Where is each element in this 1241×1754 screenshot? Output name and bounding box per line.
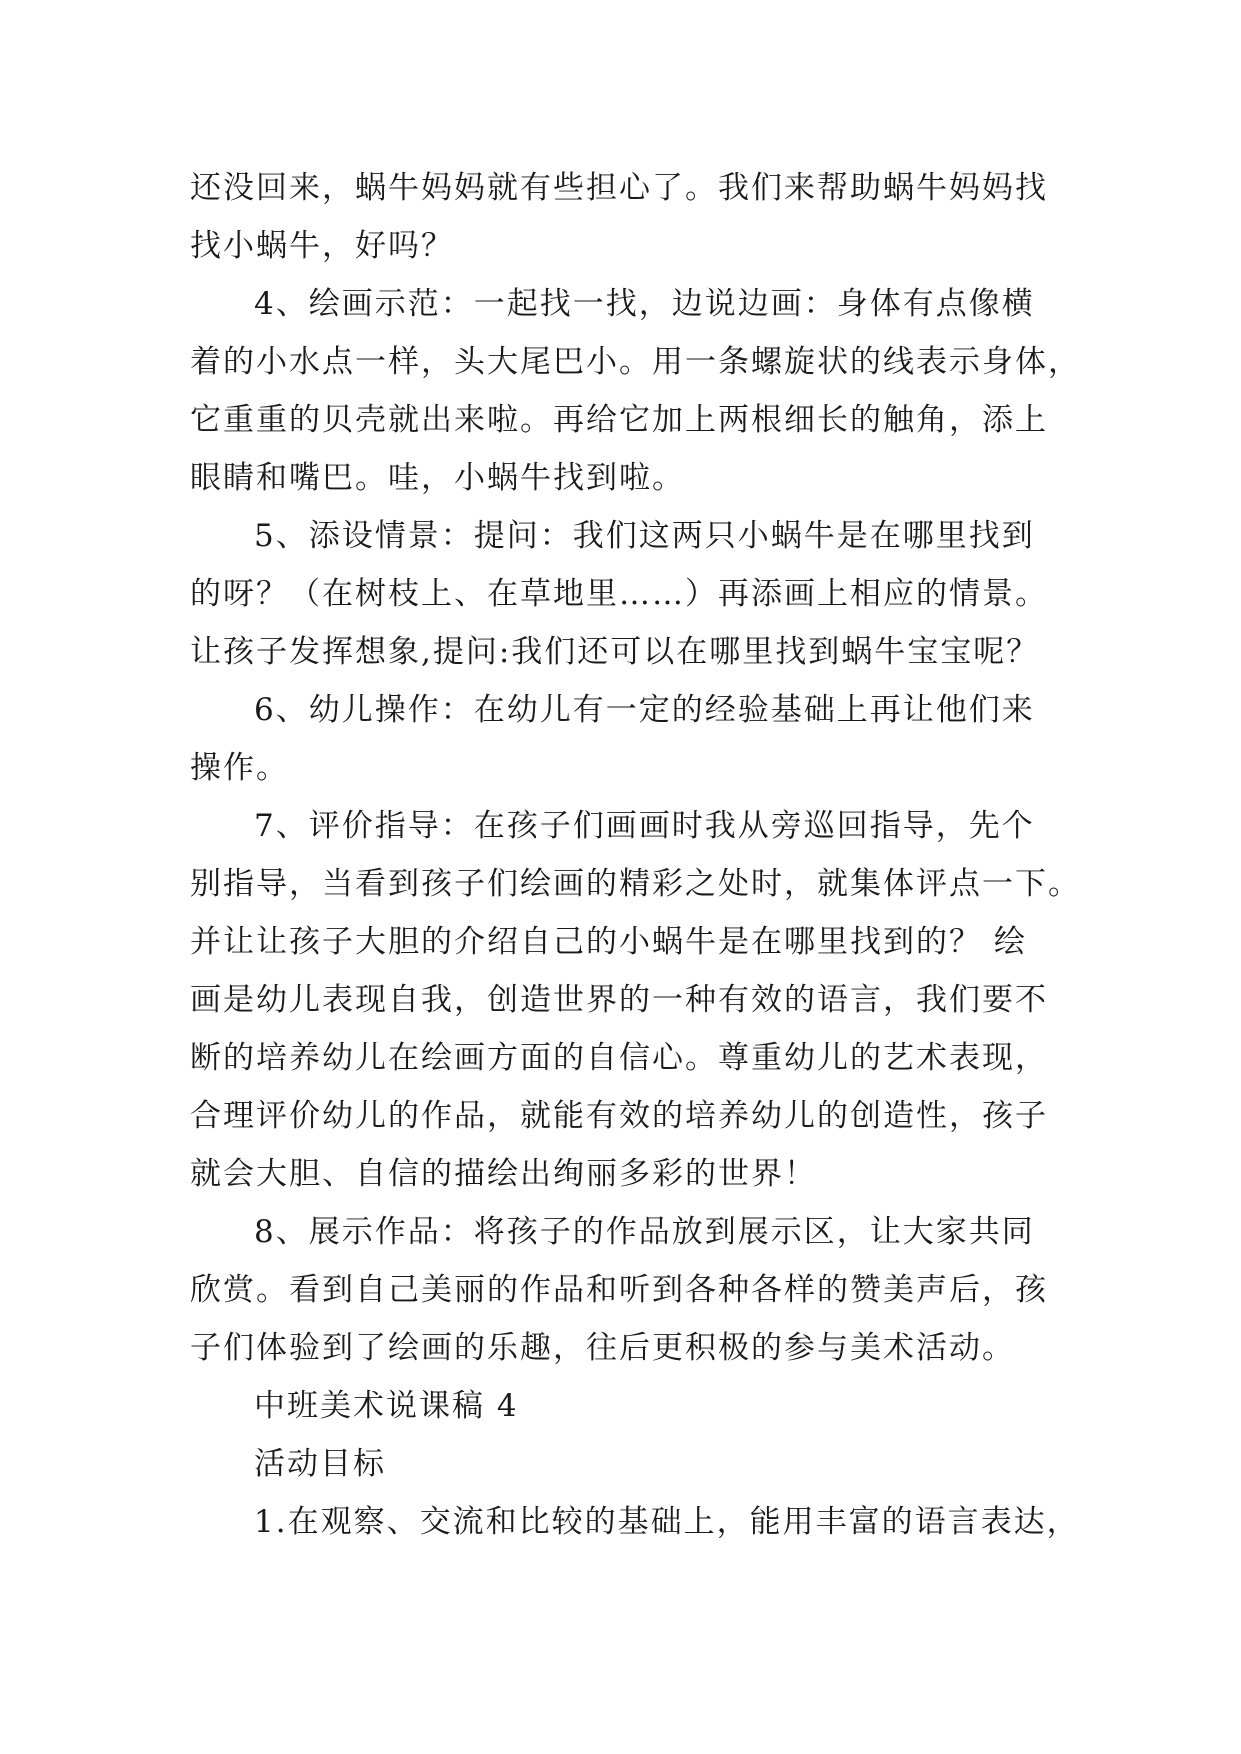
text-line-17: 合理评价幼儿的作品，就能有效的培养幼儿的创造性，孩子 [190,1098,1048,1134]
text-line-15: 画是幼儿表现自我，创造世界的一种有效的语言，我们要不 [190,982,1048,1018]
section-heading: 中班美术说课稿 4 [254,1388,519,1424]
text-line-16: 断的培养幼儿在绘画方面的自信心。尊重幼儿的艺术表现， [190,1040,1048,1076]
text-line-14: 并让让孩子大胆的介绍自己的小蜗牛是在哪里找到的？ 绘 [190,924,1027,960]
text-line-8: 的呀？（在树枝上、在草地里……）再添画上相应的情景。 [190,576,1048,612]
subsection-heading: 活动目标 [254,1446,386,1482]
text-line-13: 别指导，当看到孩子们绘画的精彩之处时，就集体评点一下。 [190,866,1081,902]
text-line-24: 1.在观察、交流和比较的基础上，能用丰富的语言表达， [254,1504,1080,1540]
text-line-1: 还没回来，蜗牛妈妈就有些担心了。我们来帮助蜗牛妈妈找 [190,170,1048,206]
text-line-5: 它重重的贝壳就出来啦。再给它加上两根细长的触角，添上 [190,402,1048,438]
text-line-2: 找小蜗牛，好吗？ [190,228,454,264]
text-line-20: 欣赏。看到自己美丽的作品和听到各种各样的赞美声后，孩 [190,1272,1048,1308]
text-line-7: 5、添设情景：提问：我们这两只小蜗牛是在哪里找到 [254,518,1035,554]
text-line-9: 让孩子发挥想象,提问:我们还可以在哪里找到蜗牛宝宝呢？ [190,634,1040,670]
text-line-4: 着的小水点一样，头大尾巴小。用一条螺旋状的线表示身体， [190,344,1081,380]
text-line-6: 眼睛和嘴巴。哇，小蜗牛找到啦。 [190,460,685,496]
text-line-18: 就会大胆、自信的描绘出绚丽多彩的世界！ [190,1156,817,1192]
text-line-10: 6、幼儿操作：在幼儿有一定的经验基础上再让他们来 [254,692,1035,728]
text-line-3: 4、绘画示范：一起找一找，边说边画：身体有点像横 [254,286,1035,322]
text-line-19: 8、展示作品：将孩子的作品放到展示区，让大家共同 [254,1214,1035,1250]
text-line-12: 7、评价指导：在孩子们画画时我从旁巡回指导，先个 [254,808,1035,844]
text-line-21: 子们体验到了绘画的乐趣，往后更积极的参与美术活动。 [190,1330,1015,1366]
text-line-11: 操作。 [190,750,289,786]
